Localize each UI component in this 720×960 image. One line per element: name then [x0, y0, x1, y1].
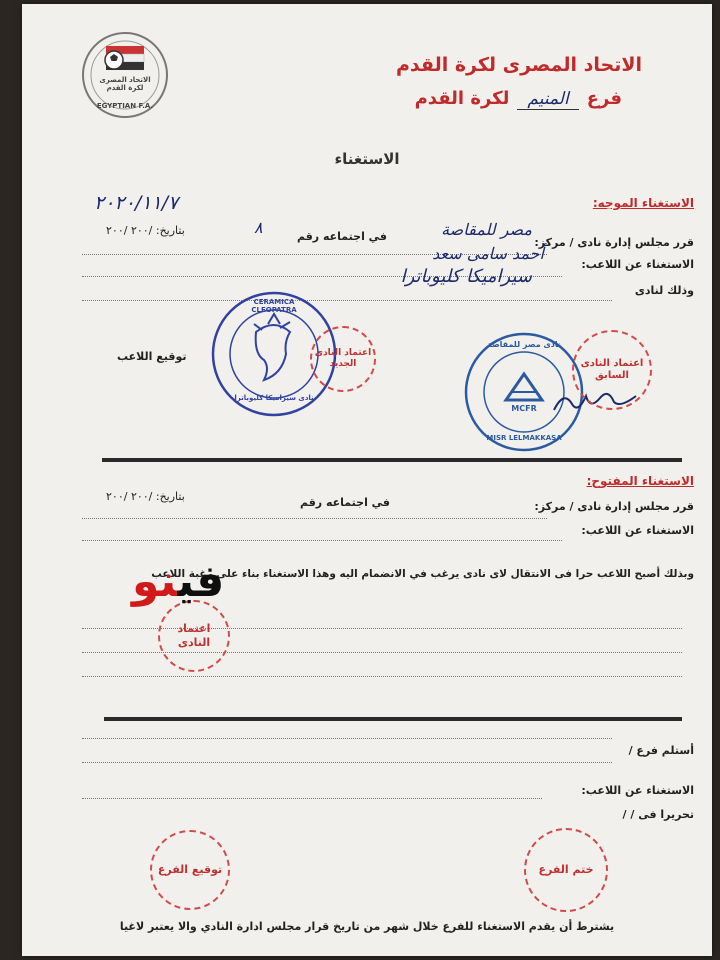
previous-club-approval-stamp	[572, 330, 652, 410]
club-approval-label: اعتماد النادى	[177, 622, 211, 649]
player-signature-label: توقيع اللاعب	[117, 350, 187, 363]
directed-club-handwritten: مصر للمقاصة	[441, 220, 532, 239]
watermark-part2: نو	[132, 556, 178, 607]
dotted-line	[82, 628, 682, 629]
new-club-approval-label: اعتماد النادى الجديد	[314, 347, 372, 369]
open-section-label: الاستغناء المفتوح:	[586, 474, 694, 488]
open-free-transfer-text: وبذلك أصبح اللاعب حرا فى الانتقال لاى نادى يرغب في الانضمام اليه وهذا الاستغناء بناء على رغبة اللاعب	[151, 568, 694, 580]
directed-section-label: الاستغناء الموجه:	[592, 196, 694, 210]
open-board-label: قرر مجلس إدارة نادى / مركز:	[534, 500, 694, 513]
branch-written-label: تحريرا فى / /	[622, 808, 694, 821]
previous-club-approval-label: اعتماد النادى السابق	[580, 357, 644, 381]
branch-seal-stamp	[524, 828, 608, 912]
document-page	[22, 4, 712, 956]
open-player-label: الاستغناء عن اللاعب:	[581, 524, 694, 537]
federation-logo	[80, 30, 170, 120]
branch-line	[415, 88, 622, 110]
directed-player-handwritten: أحمد سامى سعد	[432, 244, 544, 263]
dotted-line	[82, 300, 612, 301]
branch-prefix: فرع	[586, 88, 622, 109]
club-approval-stamp	[158, 600, 230, 672]
section-divider	[102, 458, 682, 462]
directed-board-label: قرر مجلس إدارة نادى / مركز:	[534, 236, 694, 249]
ceramica-stamp-text: CERAMICA CLEOPATRA	[251, 298, 297, 314]
branch-player-label: الاستغناء عن اللاعب:	[581, 784, 694, 797]
misr-stamp-text: MISR LELMAKKASA	[486, 434, 562, 442]
branch-received-label: أستلم فرع /	[628, 744, 694, 757]
federation-title: الاتحاد المصرى لكرة القدم	[396, 54, 642, 76]
dotted-line	[82, 798, 542, 799]
dotted-line	[82, 540, 562, 541]
watermark-part1: في	[177, 556, 225, 607]
footer-note: يشترط أن يقدم الاستغناء للفرع خلال شهر من تاريخ قرار مجلس ادارة النادي والا يعتبر لاغيا	[119, 920, 615, 933]
directed-player-label: الاستغناء عن اللاعب:	[581, 258, 694, 271]
directed-meeting-label: في اجتماعه رقم	[296, 230, 387, 243]
dotted-line	[82, 676, 682, 677]
misr-stamp-subtext: نادى مصر للمقاصة	[487, 340, 561, 349]
branch-seal-label: ختم الفرع	[538, 863, 594, 877]
dotted-line	[82, 762, 612, 763]
open-date-label: بتاريخ: /٢٠٠ /٢٠٠	[106, 490, 185, 503]
misr-stamp-logo-text: MCFR	[511, 404, 537, 413]
directed-meeting-number: ٨	[254, 218, 263, 237]
branch-suffix: لكرة القدم	[414, 88, 510, 109]
directed-to-club-handwritten: سيراميكا كليوباترا	[400, 266, 532, 287]
branch-signature-label: توقيع الفرع	[157, 863, 223, 877]
directed-date-label: بتاريخ: /٢٠٠ /٢٠٠	[106, 224, 185, 237]
directed-date-handwritten: ٢٠٢٠/١١/٧	[94, 192, 179, 214]
logo-text-en: EGYPTIAN F.A.	[96, 102, 154, 110]
dotted-line	[82, 652, 682, 653]
branch-name-handwritten: المنيم	[517, 89, 578, 110]
new-club-approval-stamp	[310, 326, 376, 392]
site-watermark	[132, 556, 224, 607]
open-meeting-label: في اجتماعه رقم	[299, 496, 390, 509]
dotted-line	[82, 738, 612, 739]
page-title: الاستغناء	[334, 150, 400, 168]
ceramica-stamp-subtext: نادى سيراميكا كليوباترا	[234, 394, 314, 402]
section-divider	[104, 717, 682, 721]
dotted-line	[82, 518, 547, 519]
logo-text-ar: الاتحاد المصرى لكرة القدم	[99, 76, 151, 92]
branch-signature-stamp	[150, 830, 230, 910]
directed-to-club-label: وذلك لنادى	[634, 284, 694, 297]
